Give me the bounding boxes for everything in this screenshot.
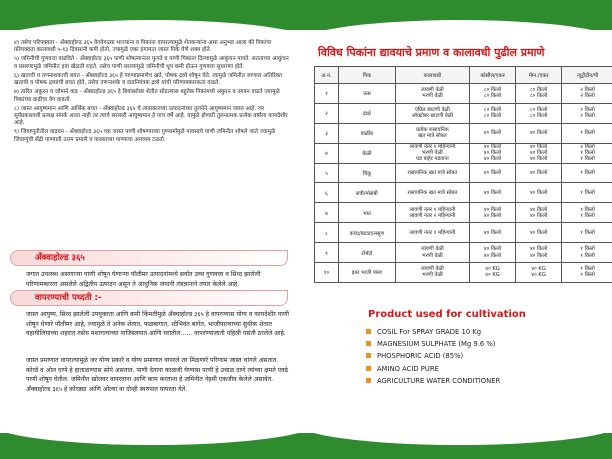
row-cosil-line: ४० किलो [483,169,502,176]
row-period-line: लावणी नंतर २ महिन्यानी [409,212,456,219]
square-bullet-icon [366,353,371,358]
row-cosil-line: ८० किलो [483,113,502,120]
square-bullet-icon [366,329,371,334]
row-period [395,203,469,223]
row-nutrition-line: २ किलो [580,143,595,150]
section-heading-text: अँक्वाहोल्ड ३६५ [35,253,85,263]
row-period-line: लावणी वेळी [421,87,444,94]
row-period-line: रासायनिक खत मात्रे सोबत [407,169,458,176]
row-number [315,183,339,203]
usage-paragraph-2: जास्त प्रमाणात वापरल्यामुळे जर योग्य प्रकारे व योग्य प्रमाणात वापरले तर मिळणारे परिणाम जास्त चांगले असतात. कोरडे व ओल दाणे हे हाताळण्यास सोपे असतात. पाणी देताना काळजी घेण्यास पाणी हे उचाळ दाणे त्यांच्या क्षमते एवढे पाणी शोषून घेतील. जमिनीत खोलवर वापरताना आणि काम करताना हे जमिनीत नेहमी एकजीव केलेले असावेत. अँक्वाहोल्ड ३६५ हे कोरड्या आणि ओल्या वा दोन्ही स्वरुपात वापरता येते. [26,357,289,393]
table-row [315,263,612,283]
row-period-line: लावणी नंतर १ महिन्यानी [409,206,456,213]
square-bullet-icon [366,341,371,346]
row-cosil [469,203,515,223]
table-row [315,103,612,123]
row-magnesium-line: ४० KG [531,272,546,279]
row-crop [338,163,395,183]
row-period-line: लावणी वेळी [421,246,444,253]
row-crop [338,183,395,203]
row-nutrition [562,183,612,203]
row-cosil-line: ४० किलो [483,252,502,259]
row-cosil-line: ४० किलो [483,156,502,163]
row-number [315,203,339,223]
product-item [366,363,500,375]
row-number [315,143,339,163]
col-header-period: कालावधी [395,67,469,84]
row-number-text: ३ [325,131,328,138]
right-page [306,0,612,459]
row-period-line: घड बाहेर पडताना [416,156,449,163]
square-bullet-icon [366,378,371,383]
row-magnesium [516,163,562,183]
row-cosil-line: ४० किलो [483,246,502,253]
row-nutrition-line: २ किलो [580,107,595,114]
col-header-nutrition: न्यूट्रीटीन/पी [562,67,612,84]
product-item [366,326,500,338]
row-nutrition-line: २ किलो [580,93,595,100]
row-cosil [469,263,515,283]
feature-item: ४) तसेच परिपक्वता - अँक्वाहोल्ड ३६५ वेगवेगळ्या भाज्यांना व पिकांना वापरल्यामुळे शेतकऱ्यांना असा अनुभव आला की पिकांचा परिपक्वता कालावधी ५-१३ दिवसांनी कमी होतो, ज्यामुळे एका हंगामात जास्त पिके घेणे शक्य होते. [14,40,272,54]
left-top-band [0,0,306,30]
row-crop-text: केळी [362,151,372,158]
row-period [395,263,469,283]
row-nutrition-line: १ किलो [580,272,595,279]
square-bullet-icon [366,366,371,371]
row-magnesium-line: ४० किलो [529,143,548,150]
row-number [315,163,339,183]
row-crop-text: संत्री/मोसंबी [356,190,378,197]
row-number [315,103,339,123]
row-magnesium-line: ४० किलो [529,130,548,137]
row-nutrition [562,223,612,243]
row-crop [338,223,395,243]
row-cosil-line: ४० किलो [483,206,502,213]
row-crop-text: टोमॅटो [361,250,373,257]
row-magnesium-line: ४० किलो [529,246,548,253]
product-name: AGRICULTURE WATER CONDITIONER [377,376,501,385]
dosage-table [314,66,612,283]
row-cosil-line: ४० किलो [483,130,502,137]
row-nutrition [562,123,612,143]
row-magnesium-line: ४० किलो [529,156,548,163]
row-cosil [469,223,515,243]
right-bottom-band [306,433,612,459]
features-list [14,40,292,146]
row-magnesium-line: ४० किलो [529,229,548,236]
row-period [395,223,469,243]
row-cosil [469,84,515,104]
row-number-text: ९ [325,250,328,257]
products-list [366,326,500,387]
row-number [315,223,339,243]
row-magnesium [516,203,562,223]
row-number [315,84,339,104]
product-item [366,375,500,387]
feature-item: ७) त्वरित अंकुरन व जोमाने वाढ - अँक्वाहोल्ड ३६५ हे बियांबरोबर शेतीत सोडल्यास बहुतेक पिकांमध्ये अंकुरन व उगवन वाढते ज्यामुळे पिकांच्या वाढीचा वेग वाढतो. [14,89,280,103]
row-period-line: लावणी नंतर १ महिन्यानी [409,143,456,150]
feature-item: ८) जास्त आयुष्यमान आणि आर्थिक बचत - अँक्वाहोल्ड ३६५ चे त्याप्रकारच्या उत्पादनांच्या तुलनेने आयुष्यमान जास्त आहे. जर सूर्यप्रकाशाशी प्रत्यक्ष संपर्क आला नाही तर त्याचे सरासरी आयुष्यमान हे पाच वर्षे आहे. यामुळे होणारी तुलनात्मक प्रत्येक वर्षाला फायदेशीर आहे. [14,105,288,127]
col-header-cosil: कोसील/एकर [469,67,515,84]
product-item [366,338,500,350]
row-nutrition-line: १ किलो [580,130,595,137]
row-nutrition-line: १ किलो [580,169,595,176]
table-row [315,183,612,203]
row-period-line: लावणी वेळी [421,266,444,273]
row-number-text: ५ [325,171,328,177]
row-period-line: लावणी नंतर १ महिन्यानी [409,229,456,236]
product-name: MAGNESIUM SULPHATE (Mg 9.6 %) [377,340,496,349]
row-magnesium-line: ८० किलो [529,93,548,100]
row-period-line: भरणी वेळी [422,150,443,157]
col-header-number: अ.नं. [315,67,339,84]
product-item [366,350,500,362]
row-magnesium [516,143,562,163]
product-name: AMINO ACID PURE [377,364,439,373]
section-heading-text: वापरण्याची पध्दती :- [35,293,102,303]
row-cosil-line: ८० किलो [483,93,502,100]
row-magnesium-line: ८० किलो [529,113,548,120]
row-magnesium [516,103,562,123]
row-period-line: भरणी वेळी [422,272,443,279]
row-cosil-line: ४० किलो [483,150,502,157]
row-crop-text: भात [362,210,371,217]
row-number-text: ७ [325,210,328,217]
row-cosil [469,143,515,163]
row-period-line: भरणी वेळी [422,93,443,100]
row-cosil-line: ४० किलो [483,212,502,219]
row-period [395,183,469,203]
row-nutrition [562,203,612,223]
row-number [315,243,339,263]
row-number [315,263,339,283]
row-cosil [469,123,515,143]
row-crop-text: डाळींब [360,131,374,138]
row-nutrition [562,103,612,123]
col-header-crop: पिक [338,67,395,84]
row-nutrition-line: १ किलो [580,150,595,157]
row-nutrition-line: १ किलो [580,246,595,253]
row-crop [338,84,395,104]
table-row [315,123,612,143]
row-cosil [469,163,515,183]
row-cosil-line: ८० किलो [483,107,502,114]
row-crop [338,143,395,163]
row-period-line: ऑक्टोबर छाटणी वेळी [411,113,454,120]
row-number-text: २ [325,111,328,118]
products-heading: Product used for cultivation [368,309,526,320]
row-magnesium-line: ८० किलो [529,87,548,94]
row-cosil-line: ४० KG [485,272,500,279]
row-magnesium-line: ४० किलो [529,252,548,259]
row-crop [338,103,395,123]
row-magnesium-line: ८० किलो [529,107,548,114]
row-magnesium-line: ४० KG [531,266,546,273]
row-period [395,123,469,143]
row-number-text: १ [325,91,328,98]
row-crop [338,203,395,223]
row-nutrition-line: १ किलो [580,206,595,213]
row-nutrition-line: २ किलो [580,87,595,94]
row-magnesium [516,243,562,263]
row-period [395,143,469,163]
row-magnesium-line: ४० किलो [529,212,548,219]
usage-paragraph-1: जास्त आयुष्य, सिध्द झालेली उपयुक्तता आणि कमी किंमतीमुळे अँक्वाहोल्ड ३६५ हे वापरण्यास योग्य व फायदेशीर पाणी शोषून घेणारे पॉलीमर आहे, ज्यामुळे ते अनेक शेतात, फळबागात, शोभिवंत बागेत, भाजीपाल्याच्या सुधीक शेतात वहायीलियाच्या शहरात तसेच मशागत्याच्या नाजिस्लयात आणि घरातील...... वापरण्याजाती पहिली पसंती ठरलेले आहे. [26,311,289,338]
table-row [315,203,612,223]
row-period [395,163,469,183]
left-bottom-band [0,433,306,459]
table-header-row [315,67,612,84]
product-name: PHOSPHORIC ACID (85%) [377,352,464,361]
row-nutrition-line: १ किलो [580,189,595,196]
row-cosil [469,243,515,263]
row-cosil-line: ४० किलो [483,229,502,236]
row-nutrition [562,163,612,183]
row-nutrition-line: १ किलो [580,252,595,259]
row-cosil [469,183,515,203]
row-magnesium [516,84,562,104]
row-crop-text: चिकू [362,171,372,177]
table-row [315,143,612,163]
row-crop-text: कांदा/बटाटा/लसूण [349,230,385,237]
row-crop [338,123,395,143]
row-number-text: १० [323,270,330,277]
row-crop [338,243,395,263]
table-row [315,223,612,243]
row-period-line: भरणी वेळी [422,252,443,259]
feature-item: ५) जमिनीची गुणवत्ता वाढविते - अँक्वाहोल्ड ३६५ पाणी शोषल्यानंतर फुगते व पाणी पिकांना दिल्यामुळे आकुंचन पावते. सतताच्या आकुंचन व प्रसरणामुळे जमिनीत हवा खेळती राहते. तसेच पाणी धरल्यामुळे जमिनीची धूप कमी होऊन गुणवत्ता सुधारणा होते. [14,56,289,70]
section-heading-usage [10,290,288,306]
dosage-table-title: विविध पिकांना द्यावयाचे प्रमाण व कालावधी पुढील प्रमाणे [318,46,545,59]
row-nutrition [562,243,612,263]
row-magnesium-line: ४० किलो [529,150,548,157]
row-cosil-line: ४० KG [485,266,500,273]
row-crop-text: द्राक्षे [363,111,371,118]
row-number [315,123,339,143]
row-crop [338,263,395,283]
row-magnesium-line: ४० किलो [529,206,548,213]
col-header-magnesium: मॅग्न./एकर [516,67,562,84]
row-magnesium [516,183,562,203]
row-nutrition-line: १ किलो [580,266,595,273]
row-period [395,84,469,104]
row-magnesium [516,223,562,243]
aquahold-description: जगात उपलब्ध असणाऱ्या पाणी शोषून घेणाऱ्या पॉलीमर उत्पादनांमध्ये सर्वात उच्च गुणवत्ता व सिध्द झालेली परिणामकारता असलेले अद्वितीय उत्पादन असून ते आधुनिक जपानी तंत्रज्ञानाने तयार केलेले आहे. [26,271,261,288]
row-cosil-line: ८० किलो [483,87,502,94]
row-number-text: ४ [325,151,328,158]
feature-item: ९) जिवाणूतीतील वाढवन - अँक्वाहोल्ड ३६५ च्या जास्त पाणी शोषण्याच्या गुणधर्मामुळे पावसाचे पाणी जमिनीत शोषले जाते ज्यामुळे जिवाणूंची सेंद्री पाण्याती उत्तम प्रमाणे व पावसाच्या पाण्याचा अपव्यय टळतो. [14,129,276,143]
row-nutrition [562,263,612,283]
row-crop-text: इतर भाजी पाला [351,270,383,277]
row-cosil-line: ४० किलो [483,143,502,150]
right-top-band [306,0,612,30]
row-nutrition [562,84,612,104]
row-nutrition-line: २ किलो [580,113,595,120]
row-magnesium [516,123,562,143]
row-nutrition [562,143,612,163]
table-row [315,243,612,263]
row-number-text: ८ [325,230,328,237]
section-heading-aquahold [10,250,288,266]
table-row [315,163,612,183]
row-nutrition-line: १ किलो [580,212,595,219]
row-magnesium-line: ४० किलो [529,189,548,196]
feature-item: ६) खताची व तणनाशकाची बचत - अँक्वाहोल्ड ३६५ हे पाण्याप्रमाणेच खते, पोषक द्रव्ये शोषून घेते. त्यामुळे जमिनीत जाणारा अतिरिक्त खताची व पोषक द्रव्यांची बचत होते, तसेच तणनाशके व दाढनियंत्रक द्रव्ये यांची परिणामकारकता वाढते. [14,72,282,87]
row-nutrition-line: १ किलो [580,229,595,236]
row-nutrition-line: १ किलो [580,156,595,163]
row-period-line: रासायनिक खत मात्रे सोबत [407,189,458,196]
row-period [395,243,469,263]
row-cosil [469,103,515,123]
row-period-line: एप्रिल छाटणी वेळी [414,107,450,114]
row-period [395,103,469,123]
product-name: COSIL For SPRAY GRADE 10 Kg [377,328,482,336]
row-number-text: ६ [325,190,328,197]
row-magnesium [516,263,562,283]
row-cosil-line: ४० किलो [483,189,502,196]
row-period-line: प्रत्येक रासायनिक [416,127,449,134]
row-crop-text: ऊस [363,91,371,98]
table-row [315,84,612,104]
row-magnesium-line: ४० किलो [529,169,548,176]
row-period-line: खत मात्रे सोबत [418,133,447,140]
